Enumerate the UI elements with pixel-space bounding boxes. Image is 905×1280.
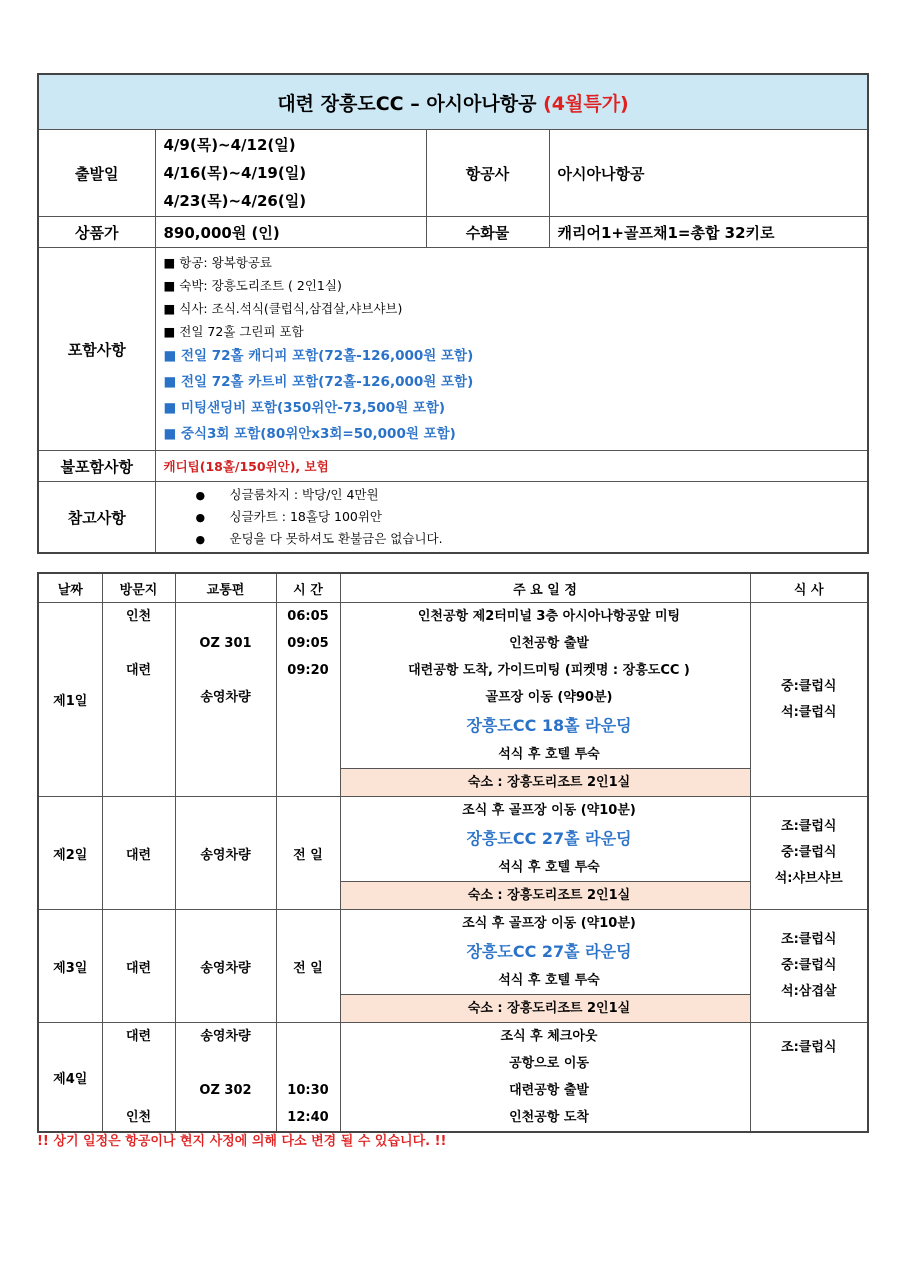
place: 인천 [125,609,152,624]
included-label: 포함사항 [38,248,155,451]
place: 대련 [102,910,175,1023]
notes-label: 참고사항 [38,482,155,554]
meal: 조:클럽식 [781,1040,837,1055]
place: 대련 [102,797,175,910]
included-item: ■ 항공: 왕복항공료 [163,255,272,270]
included-list [155,248,868,451]
included-item: ■ 숙박: 장흥도리조트 ( 2인1실) [163,278,342,293]
transport: OZ 301 [199,636,252,651]
meal: 조:클럽식 [781,932,837,947]
excluded-value: 캐디팁(18홀/150위안), 보험 [155,451,868,482]
transport: OZ 302 [199,1083,252,1098]
header-transport: 교통편 [175,573,276,603]
header-place: 방문지 [102,573,175,603]
included-highlight-item: ■ 미팅샌딩비 포함(350위안-73,500원 포함) [163,400,446,416]
transport-cell [175,1023,276,1133]
schedule-item: 공항으로 이동 [509,1056,589,1071]
place: 대련 [125,1029,152,1044]
day-label: 제2일 [38,797,102,910]
header-meal: 식 사 [750,573,868,603]
meal: 중:클럽식 [781,678,837,694]
round-highlight: 장흥도CC 27홀 라운딩 [466,829,632,848]
schedule-item: 대련공항 출발 [509,1083,589,1098]
transport: 송영차량 [200,1029,251,1044]
place: 인천 [125,1110,152,1125]
schedule-item: 조식 후 체크아웃 [500,1029,598,1044]
place [103,630,175,657]
time: 09:05 [287,636,329,651]
meal: 조:클럽식 [781,819,837,834]
meal-cell [750,910,868,1023]
meal: 석:삼겹살 [781,984,837,999]
round-highlight: 장흥도CC 18홀 라운딩 [466,716,632,735]
departure-date: 4/16(목)~4/19(일) [163,164,307,182]
departure-date: 4/23(목)~4/26(일) [163,192,307,210]
schedule-cell [340,797,750,910]
schedule-item: 인천공항 제2터미널 3층 아시아나항공앞 미팅 [417,609,681,624]
schedule-cell [340,910,750,1023]
title-main: 대련 장흥도CC – 아시아나항공 [277,92,537,115]
time: 10:30 [287,1083,329,1098]
schedule-cell [340,603,750,797]
day-row [38,910,868,1023]
meal: 중:클럽식 [781,845,837,860]
meal-cell [750,603,868,797]
price-label: 상품가 [38,217,155,248]
meal-cell [750,797,868,910]
header-time: 시 간 [276,573,340,603]
departure-date: 4/9(목)~4/12(일) [163,136,296,154]
stay-info: 숙소 : 장흥도리조트 2인1실 [341,768,750,796]
time: 전 일 [276,910,340,1023]
header-schedule: 주 요 일 정 [340,573,750,603]
day-label: 제4일 [38,1023,102,1133]
transport: 송영차량 [175,910,276,1023]
schedule-item: 석식 후 호텔 투숙 [498,860,600,875]
place-cell [102,1023,175,1133]
day-row [38,1023,868,1133]
meal: 석:클럽식 [781,704,837,720]
schedule-item: 대련공항 도착, 가이드미팅 (피켓명 : 장흥도CC ) [408,663,690,678]
transport-cell [175,603,276,797]
place [103,1077,175,1104]
header-date: 날짜 [38,573,102,603]
schedule-item: 석식 후 호텔 투숙 [498,747,600,762]
day-label: 제1일 [38,603,102,797]
place-cell [102,603,175,797]
schedule-item: 조식 후 골프장 이동 (약10분) [462,916,636,931]
time-cell [276,603,340,797]
schedule-cell [340,1023,750,1133]
day-label: 제3일 [38,910,102,1023]
departure-dates [155,130,426,217]
time [277,1023,340,1050]
transport [176,603,276,630]
price-value: 890,000원 (인) [155,217,426,248]
schedule-item: 골프장 이동 (약90분) [485,690,613,705]
excluded-label: 불포함사항 [38,451,155,482]
stay-info: 숙소 : 장흥도리조트 2인1실 [341,994,750,1022]
note-item: ● 싱글카트 : 18홀당 100위안 [156,506,868,528]
transport [176,1050,276,1077]
included-item: ■ 식사: 조식.석식(클럽식,삼겹살,샤브샤브) [163,301,403,316]
change-notice: !! 상기 일정은 항공이나 현지 사정에 의해 다소 변경 될 수 있습니다. !! [37,1134,447,1149]
day-row [38,603,868,797]
place: 대련 [125,663,152,678]
time: 전 일 [276,797,340,910]
included-highlight-item: ■ 중식3회 포함(80위안x3회=50,000원 포함) [163,426,456,442]
time-cell [276,1023,340,1133]
day-row [38,797,868,910]
time [277,1050,340,1077]
baggage-label: 수화물 [426,217,549,248]
schedule-item: 조식 후 골프장 이동 (약10분) [462,803,636,818]
note-item: ● 운딩을 다 못하셔도 환불금은 없습니다. [156,528,868,550]
meal: 중:클럽식 [781,958,837,973]
airline-value: 아시아나항공 [549,130,868,217]
schedule-item: 인천공항 도착 [509,1110,589,1125]
notes-list [155,482,868,554]
transport [176,1104,276,1131]
included-highlight-item: ■ 전일 72홀 카트비 포함(72홀-126,000원 포함) [163,374,474,390]
transport: 송영차량 [175,797,276,910]
schedule-item: 인천공항 출발 [509,636,589,651]
round-highlight: 장흥도CC 27홀 라운딩 [466,942,632,961]
included-item: ■ 전일 72홀 그린피 포함 [163,324,304,339]
itinerary-table [37,572,869,1133]
product-info-table [37,73,869,554]
meal: 석:샤브샤브 [774,871,843,886]
meal-cell [750,1023,868,1133]
place [103,1050,175,1077]
departure-label: 출발일 [38,130,155,217]
airline-label: 항공사 [426,130,549,217]
transport [176,657,276,684]
page-title [38,74,868,130]
schedule-item: 석식 후 호텔 투숙 [498,973,600,988]
stay-info: 숙소 : 장흥도리조트 2인1실 [341,881,750,909]
title-special: (4월특가) [543,92,629,115]
time: 09:20 [287,663,329,678]
note-item: ● 싱글룸차지 : 박당/인 4만원 [156,484,868,506]
time: 12:40 [287,1110,329,1125]
baggage-value: 캐리어1+골프채1=총합 32키로 [549,217,868,248]
included-highlight-item: ■ 전일 72홀 캐디피 포함(72홀-126,000원 포함) [163,348,474,364]
time: 06:05 [287,609,329,624]
transport: 송영차량 [200,690,251,705]
